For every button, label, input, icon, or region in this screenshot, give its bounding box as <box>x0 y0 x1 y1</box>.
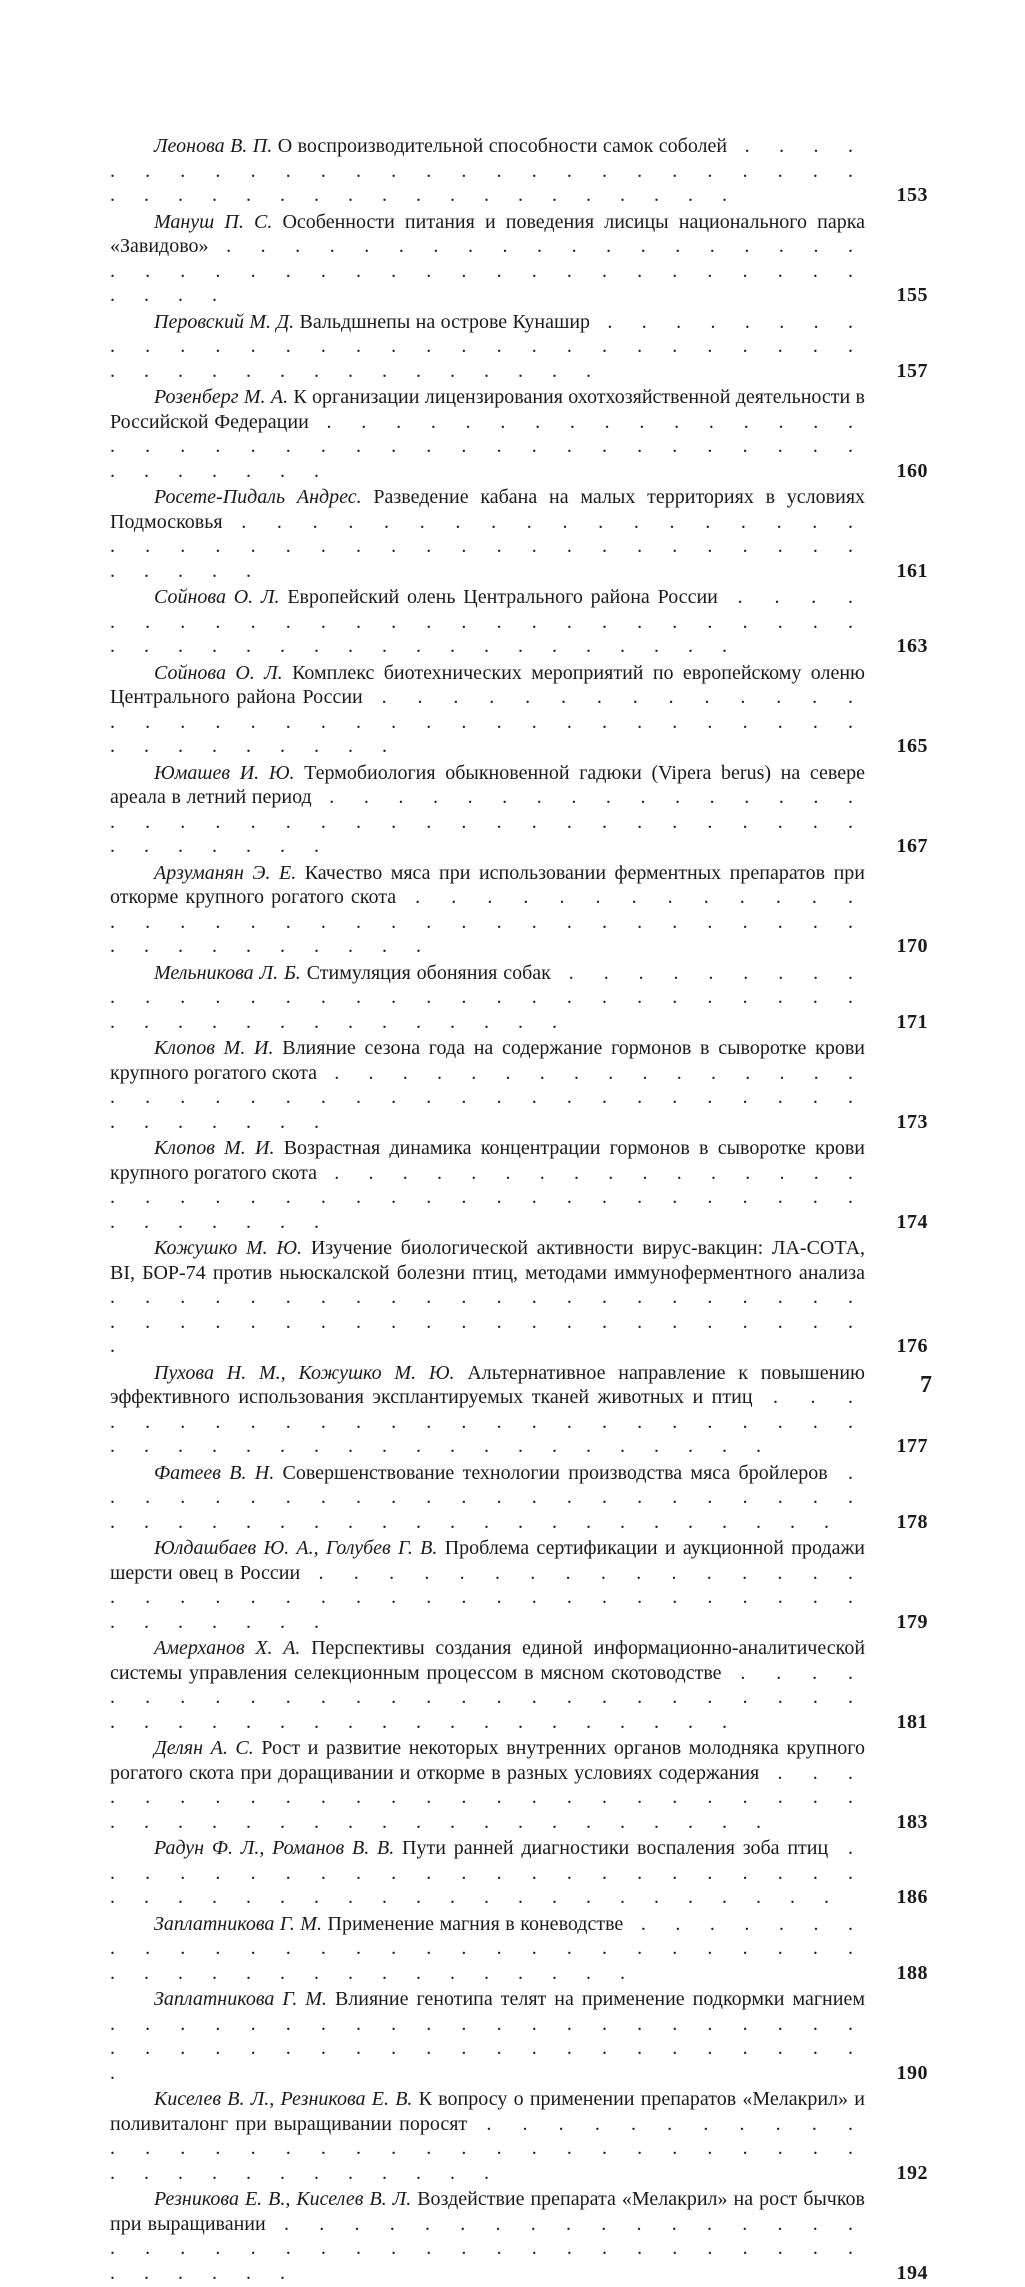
toc-entry-author: Леонова В. П. <box>154 135 273 157</box>
toc-entry <box>110 1912 940 1986</box>
toc-entry-author: Заплатникова Г. М. <box>154 1988 327 2010</box>
toc-entry-title: Применение магния в коневодстве <box>327 1912 624 1935</box>
toc-entry-title: Пути ранней диагностики воспаления зоба птиц <box>402 1837 829 1859</box>
toc-entry-text <box>110 1736 865 1834</box>
toc-entry <box>110 661 940 759</box>
toc-entry-author: Розенберг М. А. <box>154 386 289 408</box>
toc-entry-author: Делян А. С. <box>154 1737 254 1759</box>
toc-entry-title: Возрастная динамика концентрации гормонов в сыворотке крови крупного рогатого скота <box>110 1137 865 1184</box>
toc-entry-title: Вальдшнепы на острове Кунашир <box>299 310 591 333</box>
toc-entry <box>110 210 940 308</box>
toc-entry-text <box>110 1912 865 1986</box>
toc-entry-page: 186 <box>896 1886 928 1908</box>
toc-entry-title: Изучение биологической активности вирус-вакцин: ЛА-СОТА, BI, БОР-74 против ньюскалской болезни птиц, методами иммуноферментного анализа <box>110 1237 865 1284</box>
toc-entry-page: 160 <box>896 459 928 482</box>
toc-entry <box>110 134 940 208</box>
toc-entry <box>110 2087 940 2185</box>
toc-entry-page: 163 <box>896 635 928 657</box>
toc-entry <box>110 861 940 959</box>
toc-entry-page: 194 <box>896 2261 928 2284</box>
toc-entry-page: 176 <box>896 1335 928 1357</box>
toc-entry-author: Пухова Н. М., Кожушко М. Ю. <box>154 1361 455 1384</box>
toc-entry-author: Росете-Пидаль Андрес. <box>154 486 362 508</box>
toc-entry-text <box>110 210 865 308</box>
toc-entry-text <box>110 1361 865 1459</box>
toc-entry-text <box>110 2087 865 2185</box>
toc-entry <box>110 1361 940 1459</box>
toc-entry <box>110 1536 940 1634</box>
toc-entry-title: Влияние генотипа телят на применение подкормки магнием <box>334 1988 865 2010</box>
toc-entry-text <box>110 310 865 384</box>
toc-entry-title: Европейский олень Центрального района России <box>287 586 718 608</box>
toc-entry-page: 170 <box>896 935 928 957</box>
toc-entry-page: 161 <box>896 559 928 582</box>
toc-entry-page: 179 <box>896 1610 928 1633</box>
toc-entry <box>110 1636 940 1734</box>
toc-entry-page: 192 <box>896 2161 928 2184</box>
toc-entry-text <box>110 861 865 959</box>
toc-entry <box>110 1736 940 1834</box>
toc-entry-page: 171 <box>896 1010 928 1033</box>
toc-entry-page: 165 <box>896 735 928 757</box>
toc-entry-text <box>110 485 865 583</box>
toc-entry-title: Рост и развитие некоторых внутренних органов молодняка крупного рогатого скота при доращивании и откорме в разных условиях содержания <box>110 1737 865 1784</box>
toc-entry-text <box>110 1136 865 1234</box>
toc-entry-author: Амерханов Х. А. <box>154 1637 301 1659</box>
toc-entry-title: Разведение кабана на малых территориях в условиях Подмосковья <box>110 486 865 533</box>
toc-entry-text <box>110 761 865 859</box>
toc-entry-title: Перспективы создания единой информационно-аналитической системы управления селекционным процессом в мясном скотоводстве <box>110 1637 865 1684</box>
toc-entry-text <box>110 1461 865 1535</box>
toc-entry-author: Мельникова Л. Б. <box>154 961 301 984</box>
toc-entry-page: 173 <box>896 1110 928 1133</box>
toc-entry-text <box>110 1836 865 1910</box>
toc-entry-text <box>110 2187 865 2285</box>
toc-entry-text <box>110 585 865 659</box>
toc-entry-title: Комплекс биотехнических мероприятий по европейскому оленю Центрального района России <box>110 661 865 708</box>
toc-entry-author: Сойнова О. Л. <box>154 586 280 608</box>
toc-entry <box>110 961 940 1035</box>
toc-entry <box>110 1236 940 1359</box>
toc-entry-title: Стимуляция обоняния собак <box>306 961 551 984</box>
toc-entry-author: Юмашев И. Ю. <box>154 761 295 784</box>
toc-entry-page: 188 <box>896 1961 928 1984</box>
toc-entry-text <box>110 385 865 483</box>
toc-entry-author: Арзуманян Э. Е. <box>154 861 297 884</box>
toc-entry-page: 190 <box>896 2061 928 2084</box>
toc-entry-text <box>110 661 865 759</box>
toc-entry-text <box>110 1636 865 1734</box>
toc-entry-author: Клопов М. И. <box>154 1137 275 1159</box>
toc-entry <box>110 310 940 384</box>
toc-entry <box>110 485 940 583</box>
toc-entry <box>110 1036 940 1134</box>
toc-entry-text <box>110 1036 865 1134</box>
toc-entry <box>110 2187 940 2285</box>
toc-entry-title: Качество мяса при использовании ферментных препаратов при откорме крупного рогатого скота <box>110 861 865 908</box>
toc-entry-author: Резникова Е. В., Киселев В. Л. <box>154 2188 412 2210</box>
toc-entry-text <box>110 1536 865 1634</box>
toc-entry-author: Заплатникова Г. М. <box>154 1912 322 1935</box>
toc-entry-page: 167 <box>896 835 928 857</box>
toc-entry-page: 174 <box>896 1210 928 1233</box>
toc-entry-author: Мануш П. С. <box>154 210 273 233</box>
table-of-contents <box>110 134 940 2287</box>
toc-entry-title: Воздействие препарата «Мелакрил» на рост бычков при выращивании <box>110 2188 865 2235</box>
toc-entry-title: Влияние сезона года на содержание гормонов в сыворотке крови крупного рогатого скота <box>110 1037 865 1084</box>
toc-entry-page: 183 <box>896 1810 928 1833</box>
toc-entry-text <box>110 1236 865 1359</box>
toc-entry-title: Альтернативное направление к повышению эффективного использования эксплантируемых тканей животных и птиц <box>110 1361 865 1408</box>
toc-entry-title: О воспроизводительной способности самок соболей <box>277 135 728 157</box>
toc-entry-text <box>110 961 865 1035</box>
toc-entry <box>110 1836 940 1910</box>
toc-entry-page: 178 <box>896 1510 928 1533</box>
toc-entry <box>110 1136 940 1234</box>
toc-entry <box>110 585 940 659</box>
toc-entry-text <box>110 1987 865 2085</box>
toc-entry <box>110 385 940 483</box>
toc-entry-author: Клопов М. И. <box>154 1037 274 1059</box>
toc-entry-author: Юлдашбаев Ю. А., Голубев Г. В. <box>154 1537 438 1559</box>
toc-entry-author: Фатеев В. Н. <box>154 1461 275 1484</box>
toc-entry-author: Кожушко М. Ю. <box>154 1237 303 1259</box>
toc-entry-author: Перовский М. Д. <box>154 310 295 333</box>
toc-entry-page: 153 <box>896 184 928 206</box>
toc-entry-page: 155 <box>896 284 928 306</box>
toc-entry-title: Совершенствование технологии производства мяса бройлеров <box>282 1461 828 1484</box>
toc-entry-author: Сойнова О. Л. <box>154 661 283 684</box>
toc-entry <box>110 1461 940 1535</box>
toc-entry-page: 177 <box>896 1435 928 1457</box>
toc-entry-author: Радун Ф. Л., Романов В. В. <box>154 1837 395 1859</box>
toc-entry-title: Особенности питания и поведения лисицы национального парка «Завидово» <box>110 210 865 257</box>
toc-entry <box>110 761 940 859</box>
toc-entry <box>110 1987 940 2085</box>
toc-entry-page: 157 <box>896 359 928 382</box>
toc-entry-text <box>110 134 865 208</box>
toc-entry-page: 181 <box>896 1710 928 1733</box>
toc-entry-title: Проблема сертификации и аукционной продажи шерсти овец в России <box>110 1537 865 1584</box>
toc-entry-title: К организации лицензирования охотхозяйственной деятельности в Российской Федерации <box>110 386 865 433</box>
toc-entry-title: Термобиология обыкновенной гадюки (Vipera berus) на севере ареала в летний период <box>110 761 865 808</box>
toc-entry-author: Киселев В. Л., Резникова Е. В. <box>154 2088 413 2110</box>
page-number: 7 <box>920 1372 932 1398</box>
toc-entry-title: К вопросу о применении препаратов «Мелакрил» и поливиталонг при выращивании поросят <box>110 2088 865 2135</box>
